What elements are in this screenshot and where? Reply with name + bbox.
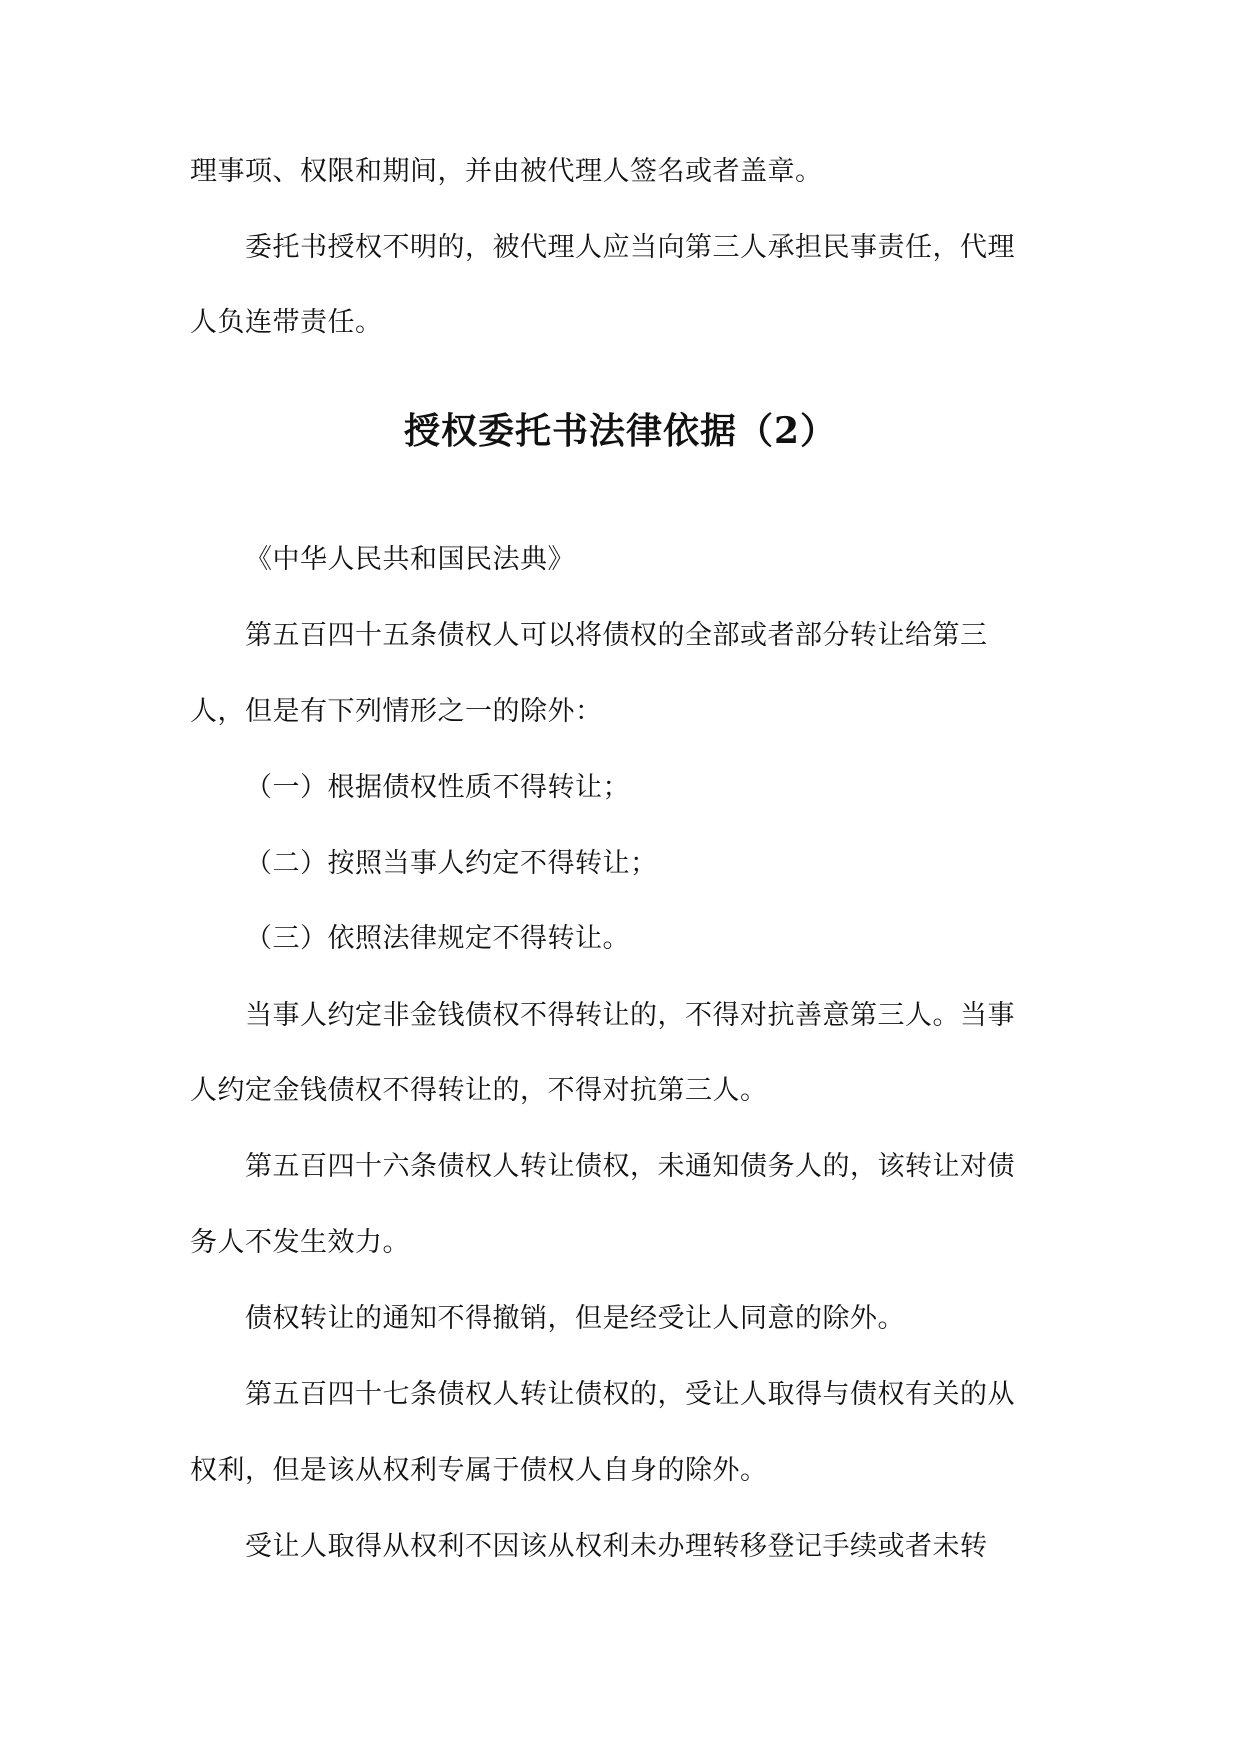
paragraph-line: 权利，但是该从权利专属于债权人自身的除外。	[190, 1455, 768, 1486]
list-item: （三）依照法律规定不得转让。	[245, 923, 630, 954]
paragraph-line: 债权转让的通知不得撤销，但是经受让人同意的除外。	[245, 1303, 905, 1334]
paragraph-line: 人约定金钱债权不得转让的，不得对抗第三人。	[190, 1075, 768, 1106]
paragraph-line: 受让人取得从权利不因该从权利未办理转移登记手续或者未转	[245, 1531, 988, 1562]
list-item: （二）按照当事人约定不得转让；	[245, 848, 658, 879]
paragraph-line: 当事人约定非金钱债权不得转让的，不得对抗善意第三人。当事	[245, 1000, 1015, 1031]
paragraph-line: 第五百四十五条债权人可以将债权的全部或者部分转让给第三	[245, 620, 988, 651]
paragraph-line: 理事项、权限和期间，并由被代理人签名或者盖章。	[190, 156, 823, 187]
paragraph-line: 人负连带责任。	[190, 307, 383, 338]
paragraph-line: 委托书授权不明的，被代理人应当向第三人承担民事责任，代理	[245, 232, 1015, 263]
paragraph-line: 第五百四十七条债权人转让债权的，受让人取得与债权有关的从	[245, 1379, 1015, 1410]
paragraph-line: 人，但是有下列情形之一的除外：	[190, 696, 603, 727]
list-item: （一）根据债权性质不得转让；	[245, 772, 630, 803]
paragraph-line: 第五百四十六条债权人转让债权，未通知债务人的，该转让对债	[245, 1151, 1015, 1182]
law-title: 《中华人民共和国民法典》	[245, 544, 575, 575]
section-heading: 授权委托书法律依据（2）	[403, 410, 838, 452]
paragraph-line: 务人不发生效力。	[190, 1227, 410, 1258]
